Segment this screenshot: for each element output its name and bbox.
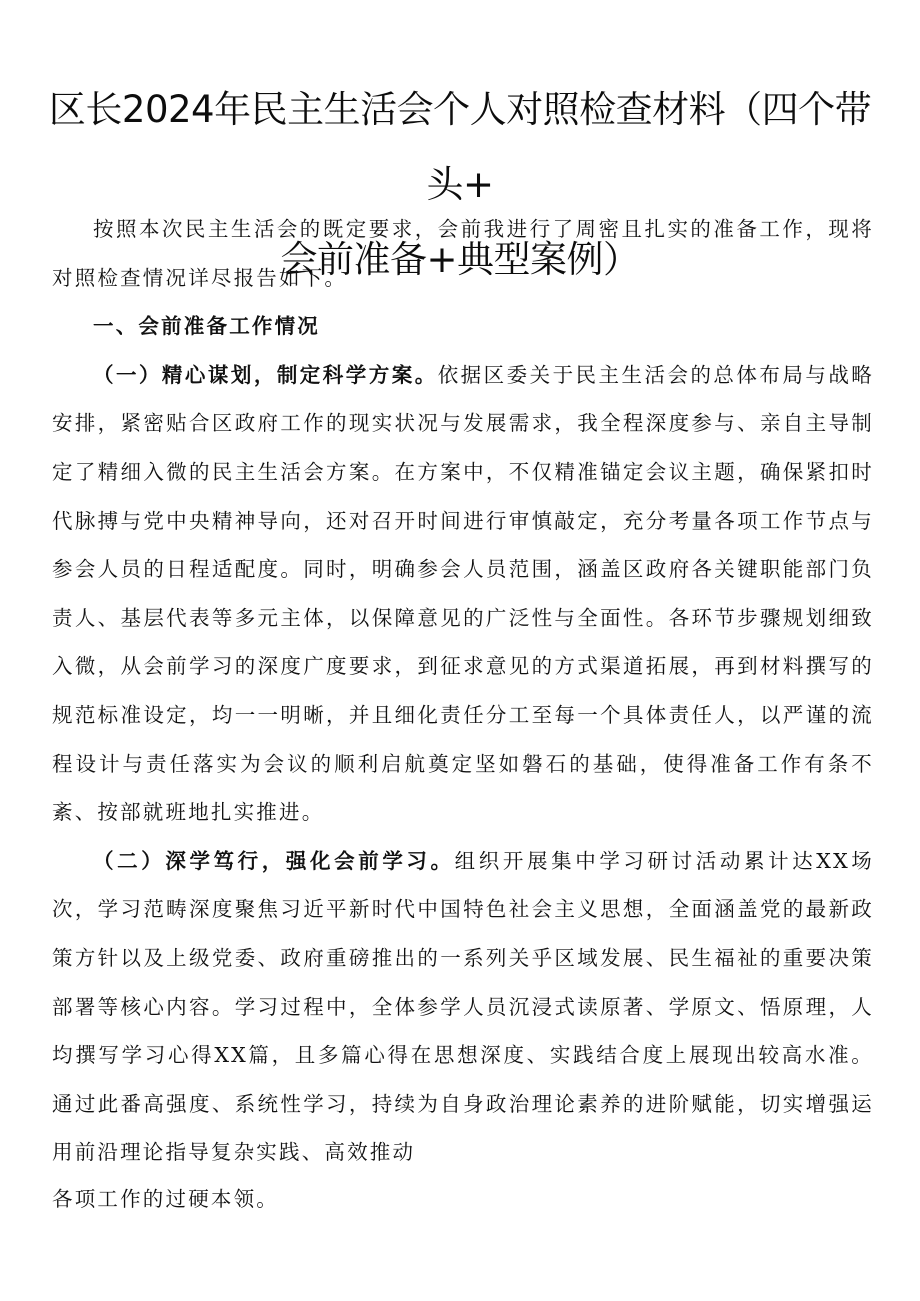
item-1-text: 依据区委关于民主生活会的总体布局与战略安排，紧密贴合区政府工作的现实状况与发展需求，我全程深度参与、亲自主导制定了精细入微的民主生活会方案。在方案中，不仅精准锚定会议主题，确保紧扣时代脉搏与党中央精神导向，还对召开时间进行审慎敲定，充分考量各项工作节点与参会人员的日程适配度。同时，明确参会人员范围，涵盖区政府各关键职能部门负责人、基层代表等多元主体，以保障意见的广泛性与全面性。各环节步骤规划细致入微，从会前学习的深度广度要求，到征求意见的方式渠道拓展，再到材料撰写的规范标准设定，均一一明晰，并且细化责任分工至每一个具体责任人，以严谨的流程设计与责任落实为会议的顺利启航奠定坚如磐石的基础，使得准备工作有条不紊、按部就班地扎实推进。 — [52, 362, 874, 825]
item-2-text: 组织开展集中学习研讨活动累计达XX场次，学习范畴深度聚焦习近平新时代中国特色社会主义思想，全面涵盖党的最新政策方针以及上级党委、政府重磅推出的一系列关乎区域发展、民生福祉的重要决策部署等核心内容。学习过程中，全体参学人员沉浸式读原著、学原文、悟原理，人均撰写学习心得XX篇，且多篇心得在思想深度、实践结合度上展现出较高水准。通过此番高强度、系统性学习，持续为自身政治理论素养的进阶赋能，切实增强运用前沿理论指导复杂实践、高效推动 — [52, 848, 875, 1165]
paragraph-item-1 — [52, 351, 874, 837]
title-line-2: 会前准备+典型案例） — [280, 238, 640, 281]
intro-paragraph: 按照本次民主生活会的既定要求，会前我进行了周密且扎实的准备工作，现将对照检查情况详尽报告如下。 — [52, 217, 874, 290]
document-body — [52, 205, 874, 1219]
title-line-1: 区长2024年民主生活会个人对照检查材料（四个带头+ — [48, 88, 872, 206]
paragraph-item-2 — [52, 837, 874, 1177]
item-1-lead: （一）精心谋划，制定科学方案。 — [93, 362, 438, 387]
paragraph-item-2-tail: 各项工作的过硬本领。 — [52, 1186, 279, 1211]
section-heading-1: 一、会前准备工作情况 — [93, 314, 320, 339]
item-2-lead: （二）深学笃行，强化会前学习。 — [93, 848, 455, 873]
